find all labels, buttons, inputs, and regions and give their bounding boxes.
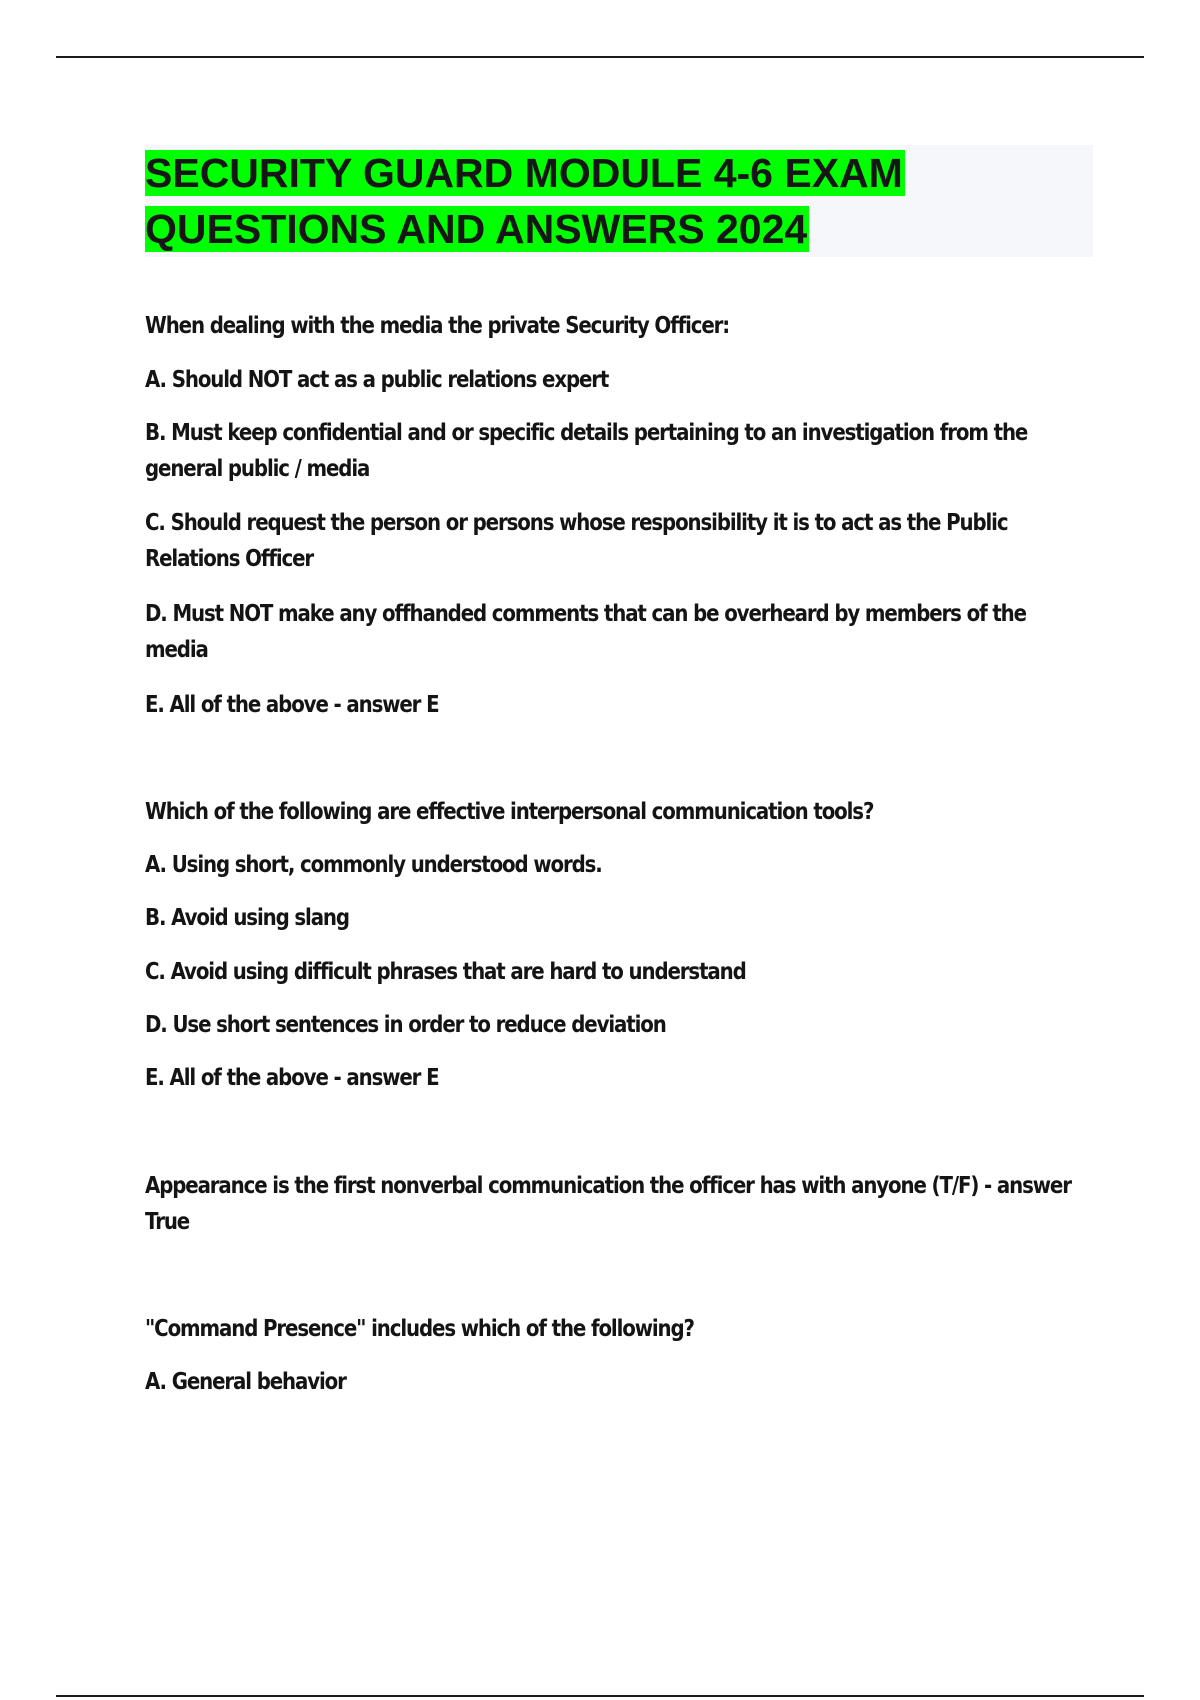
question-1-option-d: D. Must NOT make any offhanded comments that can be overheard by members of the media	[145, 601, 1026, 663]
top-rule	[56, 56, 1144, 58]
question-4-prompt: "Command Presence" includes which of the following?	[145, 1316, 694, 1342]
question-1-option-a: A. Should NOT act as a public relations expert	[145, 367, 609, 393]
question-2-answer: E. All of the above - answer E	[145, 1065, 439, 1091]
question-1-prompt: When dealing with the media the private Security Officer:	[145, 313, 730, 339]
document-title	[145, 145, 1093, 257]
question-1-option-b: B. Must keep confidential and or specific details pertaining to an investigation from the general public / media	[145, 420, 1028, 482]
question-1-option-c: C. Should request the person or persons whose responsibility it is to act as the Public Relations Officer	[145, 510, 1008, 572]
title-block	[145, 145, 1093, 257]
question-4-option-a: A. General behavior	[145, 1369, 346, 1395]
title-line-2: QUESTIONS AND ANSWERS 2024	[145, 206, 808, 252]
question-2-prompt: Which of the following are effective interpersonal communication tools?	[145, 799, 874, 825]
question-3-prompt: Appearance is the first nonverbal communication the officer has with anyone (T/F) - answer True	[145, 1173, 1071, 1235]
question-2-option-d: D. Use short sentences in order to reduce deviation	[145, 1012, 666, 1038]
question-1-answer: E. All of the above - answer E	[145, 692, 439, 718]
question-2-option-a: A. Using short, commonly understood words.	[145, 852, 602, 878]
question-2-option-c: C. Avoid using difficult phrases that are hard to understand	[145, 959, 746, 985]
title-line-1: SECURITY GUARD MODULE 4-6 EXAM	[145, 150, 903, 196]
question-2-option-b: B. Avoid using slang	[145, 905, 349, 931]
bottom-rule	[56, 1695, 1144, 1697]
